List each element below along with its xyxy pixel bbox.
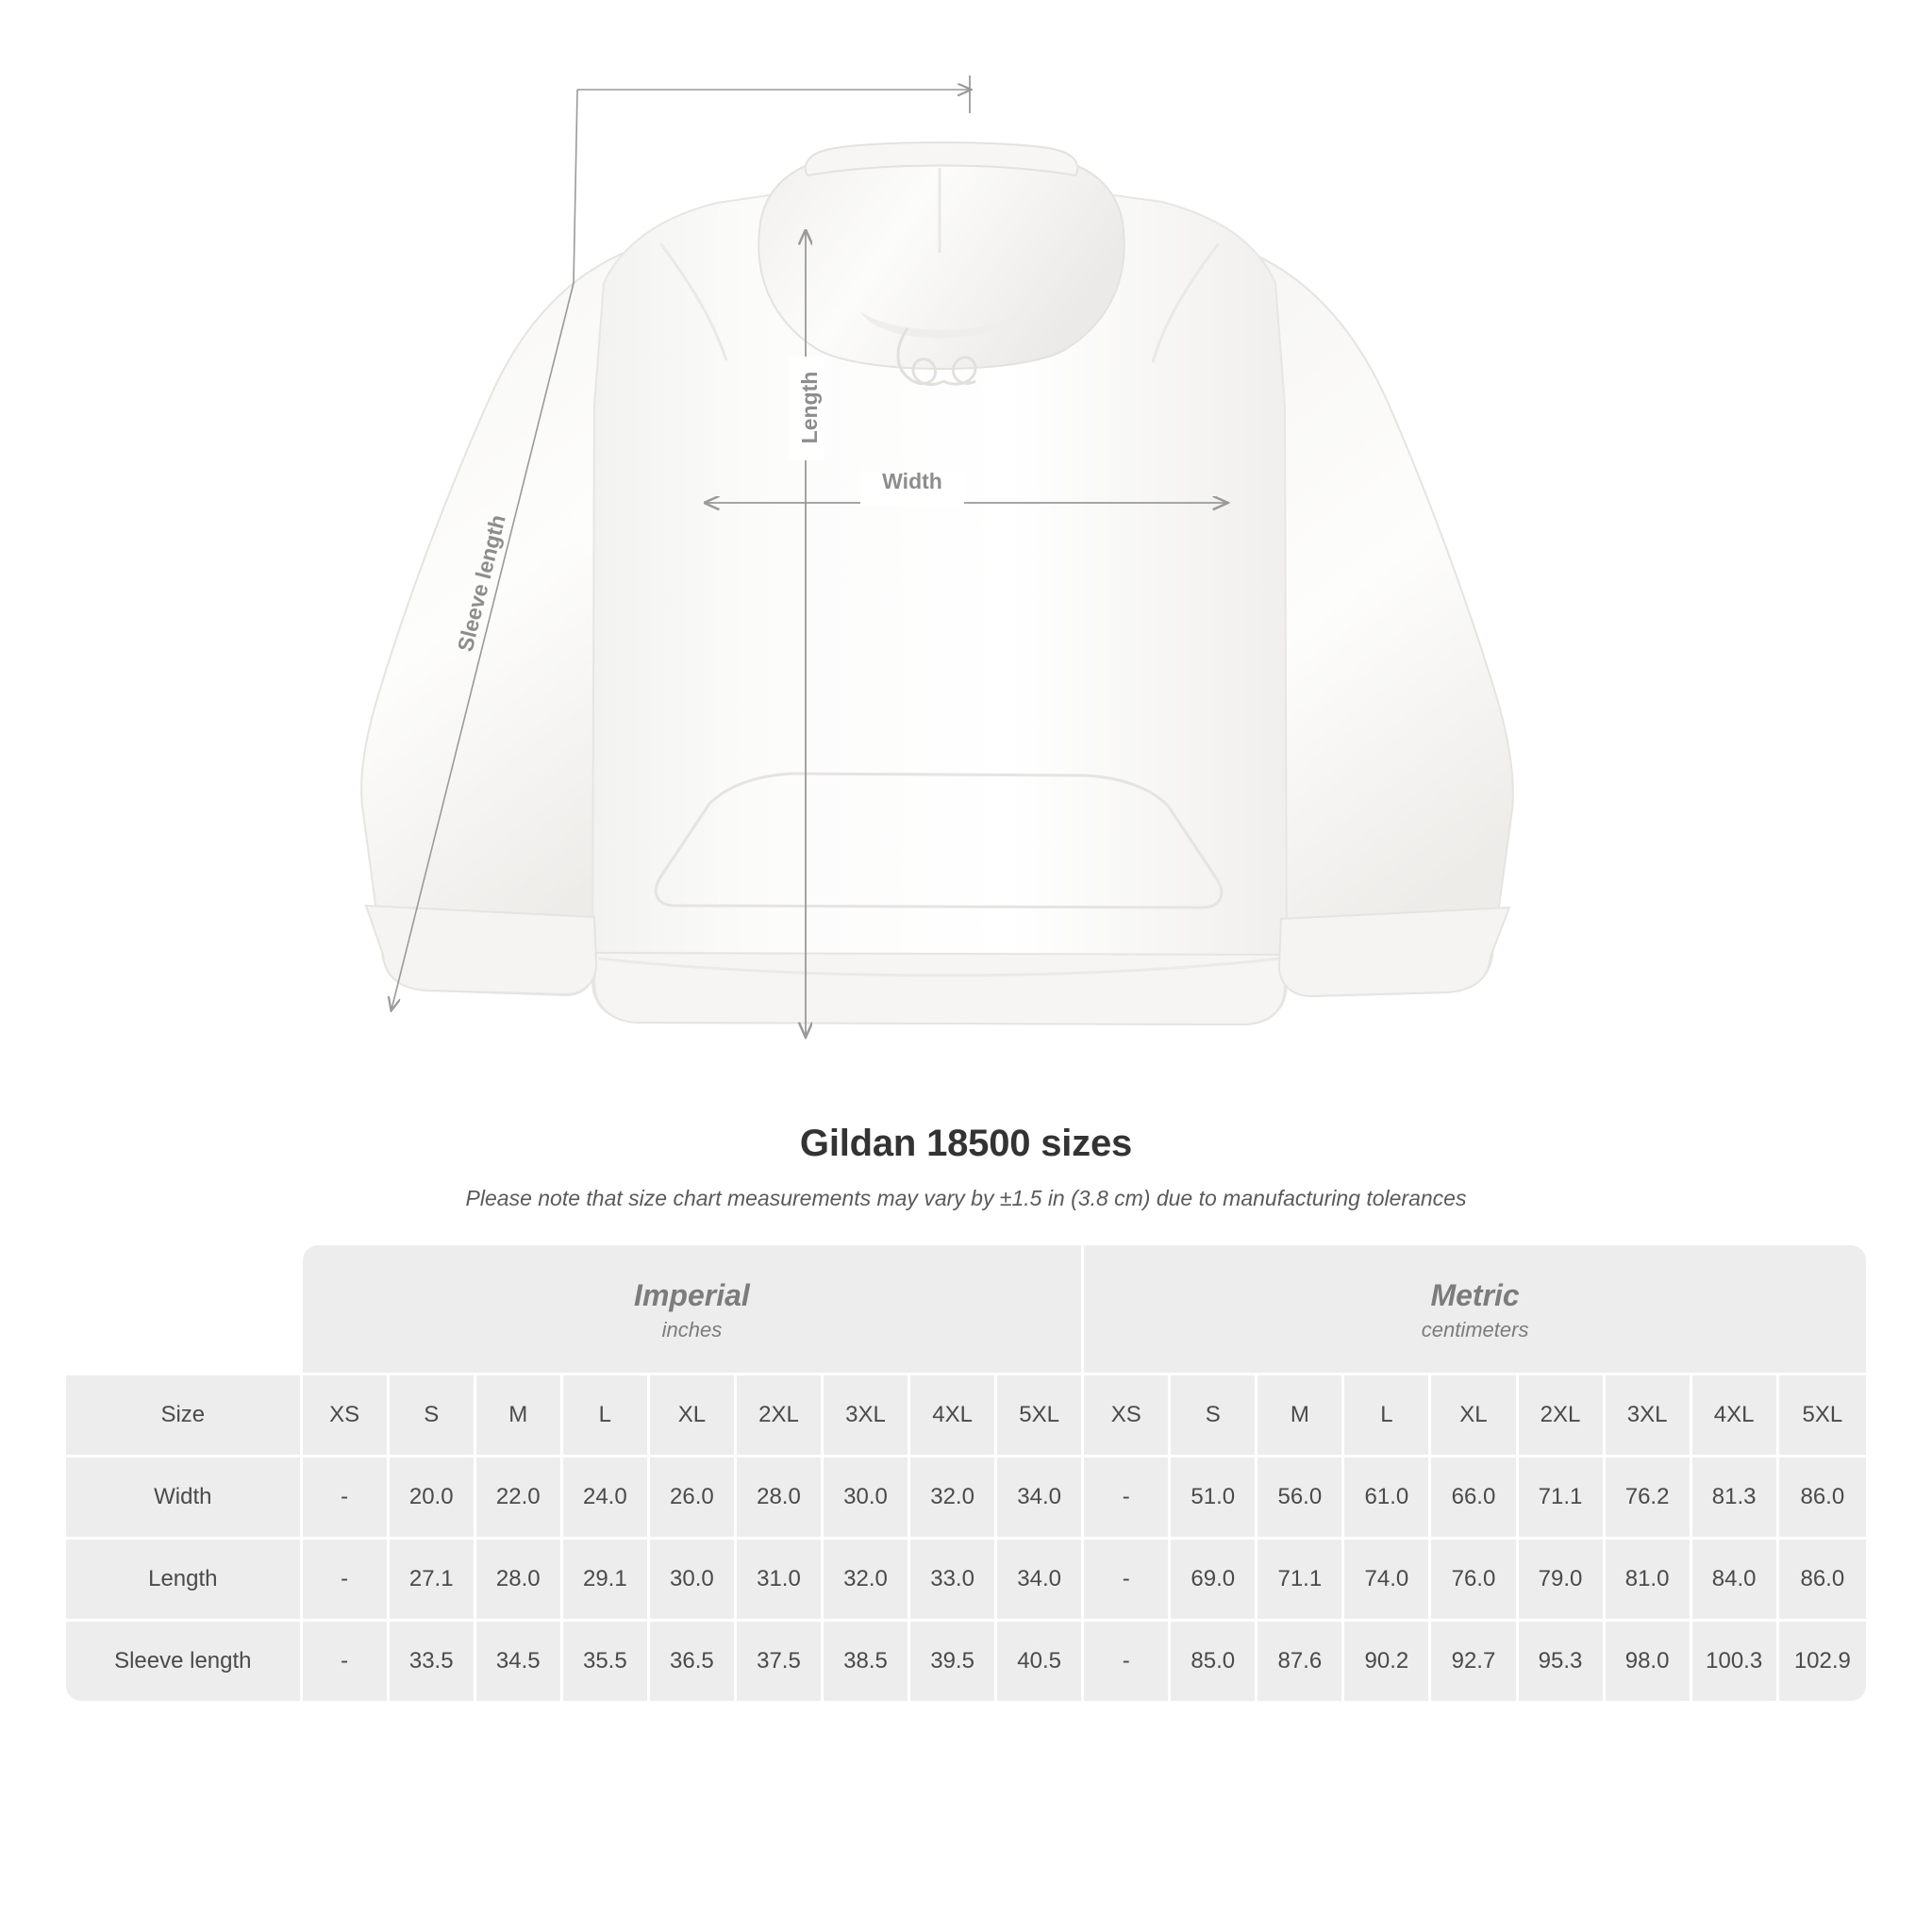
cell-length-3: 29.1 (563, 1540, 650, 1622)
size-col-2: M (476, 1375, 563, 1457)
cell-width-2: 22.0 (476, 1457, 563, 1540)
cell-length-9: - (1084, 1540, 1171, 1622)
size-col-16: 4XL (1692, 1375, 1779, 1457)
cell-width-0: - (303, 1457, 390, 1540)
unit-header-row (66, 1245, 1866, 1375)
cell-sleeve-8: 40.5 (997, 1622, 1084, 1701)
cell-sleeve-9: - (1084, 1622, 1171, 1701)
size-col-11: M (1257, 1375, 1344, 1457)
size-col-3: L (563, 1375, 650, 1457)
unit-imperial-sub: inches (661, 1317, 723, 1341)
hoodie-graphic (361, 142, 1513, 1024)
unit-metric (1084, 1245, 1866, 1375)
cell-width-16: 81.3 (1692, 1457, 1779, 1540)
cell-sleeve-5: 37.5 (737, 1622, 824, 1701)
cell-length-7: 33.0 (910, 1540, 997, 1622)
size-col-14: 2XL (1519, 1375, 1606, 1457)
page-subtitle: Please note that size chart measurements may vary by ±1.5 in (3.8 cm) due to manufacturing tolerances (465, 1186, 1467, 1210)
size-col-12: L (1344, 1375, 1431, 1457)
cell-length-10: 69.0 (1171, 1540, 1257, 1622)
cell-sleeve-6: 38.5 (824, 1622, 910, 1701)
cell-length-13: 76.0 (1431, 1540, 1518, 1622)
cell-length-12: 74.0 (1344, 1540, 1431, 1622)
cell-length-16: 84.0 (1692, 1540, 1779, 1622)
size-col-13: XL (1431, 1375, 1518, 1457)
cell-length-4: 30.0 (650, 1540, 737, 1622)
size-col-4: XL (650, 1375, 737, 1457)
cell-sleeve-4: 36.5 (650, 1622, 737, 1701)
cell-sleeve-0: - (303, 1622, 390, 1701)
size-col-9: XS (1084, 1375, 1171, 1457)
title-block (0, 1123, 1932, 1211)
cell-sleeve-17: 102.9 (1779, 1622, 1866, 1701)
cell-sleeve-12: 90.2 (1344, 1622, 1431, 1701)
cell-sleeve-3: 35.5 (563, 1622, 650, 1701)
unit-imperial (303, 1245, 1085, 1375)
cell-width-12: 61.0 (1344, 1457, 1431, 1540)
size-col-10: S (1171, 1375, 1257, 1457)
cell-width-9: - (1084, 1457, 1171, 1540)
cell-sleeve-11: 87.6 (1257, 1622, 1344, 1701)
cell-length-6: 32.0 (824, 1540, 910, 1622)
cell-sleeve-16: 100.3 (1692, 1622, 1779, 1701)
cell-length-15: 81.0 (1606, 1540, 1692, 1622)
row-label-sleeve-length: Sleeve length (66, 1622, 303, 1701)
cell-length-14: 79.0 (1519, 1540, 1606, 1622)
size-col-5: 2XL (737, 1375, 824, 1457)
cell-width-4: 26.0 (650, 1457, 737, 1540)
table-row (66, 1622, 1866, 1701)
cell-length-0: - (303, 1540, 390, 1622)
cell-width-15: 76.2 (1606, 1457, 1692, 1540)
cell-sleeve-13: 92.7 (1431, 1622, 1518, 1701)
row-header-size: Size (66, 1375, 303, 1457)
cell-sleeve-7: 39.5 (910, 1622, 997, 1701)
row-label-width: Width (66, 1457, 303, 1540)
cell-length-5: 31.0 (737, 1540, 824, 1622)
cell-sleeve-15: 98.0 (1606, 1622, 1692, 1701)
cell-length-17: 86.0 (1779, 1540, 1866, 1622)
cell-length-2: 28.0 (476, 1540, 563, 1622)
size-col-8: 5XL (997, 1375, 1084, 1457)
cell-length-1: 27.1 (390, 1540, 476, 1622)
cell-width-6: 30.0 (824, 1457, 910, 1540)
size-table (66, 1245, 1866, 1701)
cell-width-7: 32.0 (910, 1457, 997, 1540)
table-row (66, 1540, 1866, 1622)
size-header-row (66, 1375, 1866, 1457)
length-label: Length (797, 371, 822, 444)
size-col-7: 4XL (910, 1375, 997, 1457)
cell-width-11: 56.0 (1257, 1457, 1344, 1540)
cell-width-3: 24.0 (563, 1457, 650, 1540)
size-col-0: XS (303, 1375, 390, 1457)
row-label-length: Length (66, 1540, 303, 1622)
size-col-1: S (390, 1375, 476, 1457)
cell-width-14: 71.1 (1519, 1457, 1606, 1540)
cell-width-13: 66.0 (1431, 1457, 1518, 1540)
page-title: Gildan 18500 sizes (799, 1123, 1133, 1164)
cell-length-8: 34.0 (997, 1540, 1084, 1622)
sleeve-length-label: Sleeve length (452, 511, 510, 655)
unit-imperial-name: Imperial (634, 1277, 750, 1312)
unit-metric-sub: centimeters (1421, 1317, 1529, 1341)
size-table-wrap (66, 1245, 1866, 1701)
cell-sleeve-10: 85.0 (1171, 1622, 1257, 1701)
width-label: Width (882, 469, 942, 493)
table-row (66, 1457, 1866, 1540)
size-col-15: 3XL (1606, 1375, 1692, 1457)
cell-length-11: 71.1 (1257, 1540, 1344, 1622)
table-corner-cell (66, 1245, 303, 1375)
cell-sleeve-1: 33.5 (390, 1622, 476, 1701)
cell-width-8: 34.0 (997, 1457, 1084, 1540)
size-col-17: 5XL (1779, 1375, 1866, 1457)
cell-width-1: 20.0 (390, 1457, 476, 1540)
cell-sleeve-14: 95.3 (1519, 1622, 1606, 1701)
cell-width-17: 86.0 (1779, 1457, 1866, 1540)
cell-sleeve-2: 34.5 (476, 1622, 563, 1701)
cell-width-10: 51.0 (1171, 1457, 1257, 1540)
size-col-6: 3XL (824, 1375, 910, 1457)
unit-metric-name: Metric (1430, 1277, 1520, 1312)
cell-width-5: 28.0 (737, 1457, 824, 1540)
